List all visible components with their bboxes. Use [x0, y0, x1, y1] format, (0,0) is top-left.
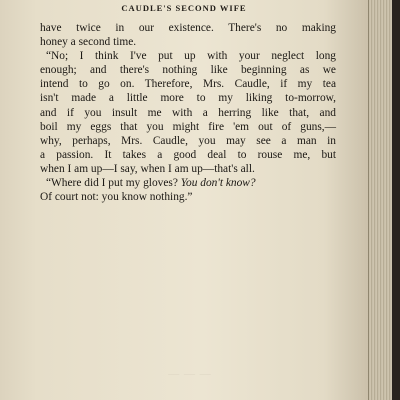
text-line: a passion. It takes a good deal to rouse me, but: [40, 148, 336, 161]
text-line: and if you insult me with a herring like that, and: [40, 106, 336, 119]
running-head: CAUDLE'S SECOND WIFE: [121, 3, 247, 13]
text-line: [40, 176, 336, 190]
text-segment: “Where did I put my gloves?: [46, 177, 178, 190]
page-text: [40, 21, 336, 204]
text-line: enough; and there's nothing like beginning as we: [40, 64, 336, 77]
italic-text-segment: You don't know?: [180, 177, 256, 190]
text-line: “No; I think I've put up with your neglect long: [46, 50, 336, 63]
text-line: honey a second time.: [40, 36, 137, 49]
book-gutter: [392, 0, 400, 400]
text-line: boil my eggs that you might fire 'em out of guns,—: [40, 120, 336, 133]
text-line: why, perhaps, Mrs. Caudle, you may see a man in: [40, 134, 336, 147]
text-line: intend to go on. Therefore, Mrs. Caudle, if my tea: [40, 78, 336, 91]
text-line: Of court not: you know nothing.”: [40, 191, 193, 204]
text-line: isn't made a little more to my liking to-morrow,: [40, 92, 336, 105]
bleed-through-decoration: — — —: [168, 368, 212, 380]
text-line: when I am up—I say, when I am up—that's all.: [40, 162, 255, 175]
text-line: have twice in our existence. There's no making: [40, 22, 336, 34]
page-edges: [368, 0, 393, 400]
